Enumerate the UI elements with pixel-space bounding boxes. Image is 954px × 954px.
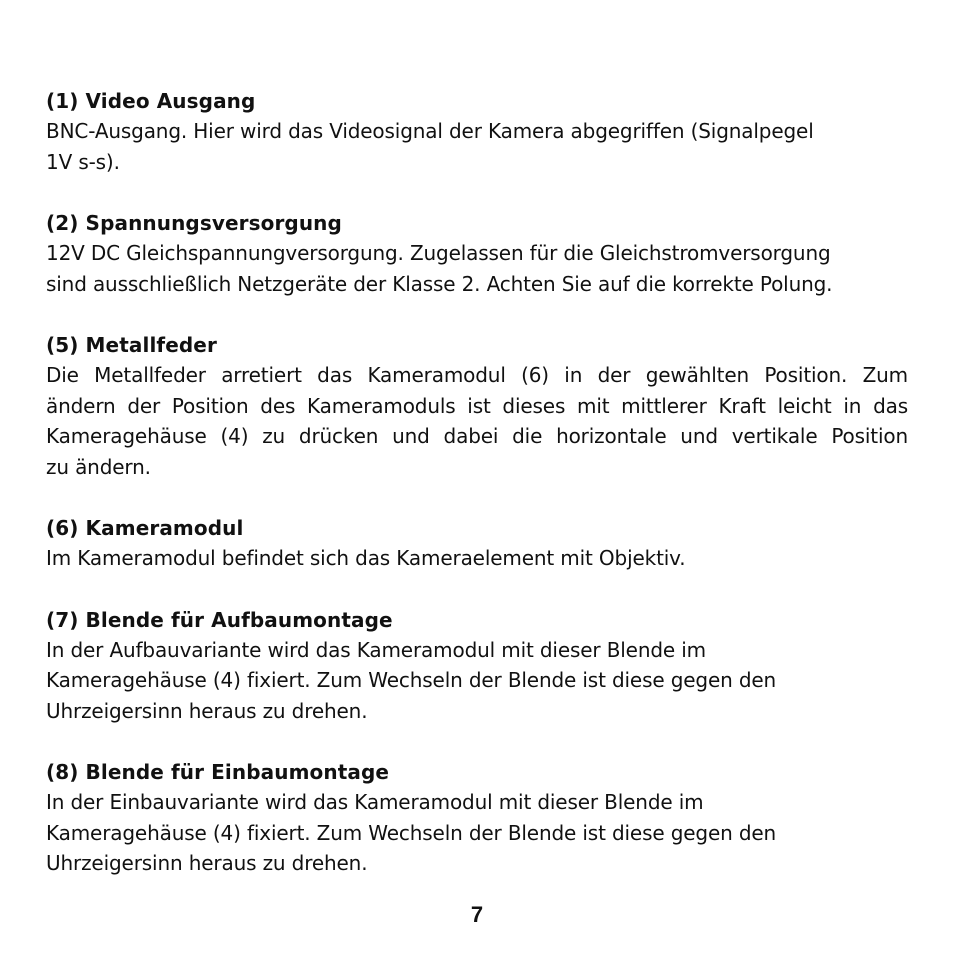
section-heading: (7) Blende für Aufbaumontage <box>46 607 393 632</box>
document-page <box>46 86 908 910</box>
section-heading: (1) Video Ausgang <box>46 89 256 113</box>
section-heading: (2) Spannungsversorgung <box>46 211 342 235</box>
body-line: Kameragehäuse (4) fixiert. Zum Wechseln der Blende ist diese gegen den <box>46 820 777 845</box>
body-line: Kameragehäuse (4) fixiert. Zum Wechseln der Blende ist diese gegen den <box>46 668 777 692</box>
section-spannungsversorgung <box>46 208 908 299</box>
body-line: In der Einbauvariante wird das Kameramodul mit dieser Blende im <box>46 790 704 814</box>
section-heading: (5) Metallfeder <box>46 333 217 357</box>
body-line: ändern der Position des Kameramoduls ist dieses mit mittlerer Kraft leicht in das <box>46 393 908 418</box>
body-line: BNC-Ausgang. Hier wird das Videosignal der Kamera abgegriffen (Signalpegel <box>46 119 814 143</box>
body-line: Uhrzeigersinn heraus zu drehen. <box>46 698 368 723</box>
page-number: 7 <box>470 902 484 927</box>
body-line: Uhrzeigersinn heraus zu drehen. <box>46 851 368 875</box>
body-line: 12V DC Gleichspannungversorgung. Zugelassen für die Gleichstromversorgung <box>46 241 831 265</box>
body-line: sind ausschließlich Netzgeräte der Klasse 2. Achten Sie auf die korrekte Polung. <box>46 271 833 296</box>
section-heading: (6) Kameramodul <box>46 516 244 540</box>
section-kameramodul <box>46 513 908 574</box>
section-heading: (8) Blende für Einbaumontage <box>46 760 390 784</box>
body-line: Die Metallfeder arretiert das Kameramodul (6) in der gewählten Position. Zum <box>46 363 908 387</box>
body-line: In der Aufbauvariante wird das Kameramodul mit dieser Blende im <box>46 637 707 662</box>
body-line: Im Kameramodul befindet sich das Kameraelement mit Objektiv. <box>46 546 686 570</box>
section-video-ausgang <box>46 86 908 177</box>
section-blende-aufbaumontage <box>46 605 908 727</box>
body-line: Kameragehäuse (4) zu drücken und dabei die horizontale und vertikale Position <box>46 424 908 448</box>
section-blende-einbaumontage <box>46 757 908 879</box>
body-line: zu ändern. <box>46 454 151 479</box>
body-line: 1V s-s). <box>46 149 120 174</box>
section-metallfeder <box>46 330 908 482</box>
